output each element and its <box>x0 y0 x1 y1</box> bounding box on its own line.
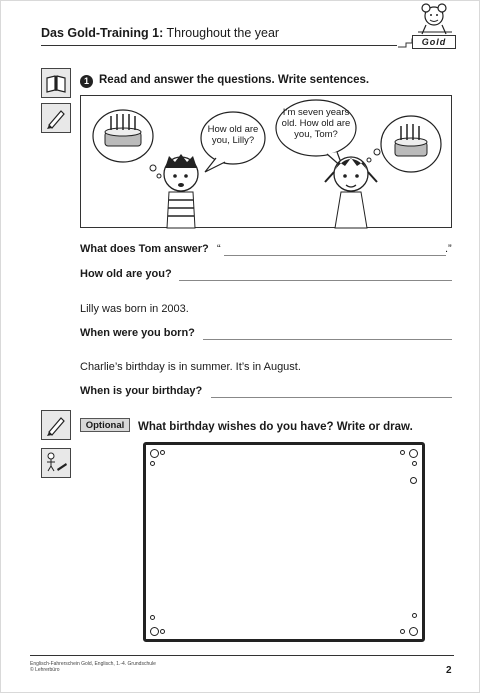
task2-title: What birthday wishes do you have? Write or draw. <box>138 421 413 433</box>
frame-dot <box>150 449 159 458</box>
page-number: 2 <box>446 665 452 676</box>
gold-badge: Gold <box>412 35 456 49</box>
page-title <box>41 26 279 40</box>
answer-line-1[interactable] <box>224 255 446 256</box>
question-3: When were you born? <box>80 327 195 339</box>
footer-rule <box>30 655 454 656</box>
header-rule <box>41 45 397 46</box>
question-1: What does Tom answer? <box>80 243 209 255</box>
mascot-icon <box>412 2 456 36</box>
frame-dot <box>412 613 417 618</box>
book-icon <box>41 68 71 98</box>
frame-dot <box>410 477 417 484</box>
optional-badge: Optional <box>80 418 130 432</box>
bubble-right-text: I’m seven years old. How old are you, Tom? <box>281 107 351 140</box>
frame-dot <box>409 449 418 458</box>
footer-line-2: © Lehrerbüro <box>30 667 60 673</box>
open-quote: “ <box>217 243 221 255</box>
frame-dot <box>409 627 418 636</box>
task-number: 1 <box>80 75 93 88</box>
frame-dot <box>150 461 155 466</box>
title-bold: Das Gold-Training 1: <box>41 26 164 40</box>
drawing-icon <box>41 448 71 478</box>
answer-line-3[interactable] <box>203 339 452 340</box>
question-2: How old are you? <box>80 268 172 280</box>
footer-line-1: Englisch-Fahrerschein Gold, Englisch, 1.-4. Grundschule <box>30 661 156 667</box>
frame-dot <box>150 615 155 620</box>
answer-line-2[interactable] <box>179 280 452 281</box>
drawing-area[interactable] <box>143 442 425 642</box>
statement-3: Lilly was born in 2003. <box>80 303 189 315</box>
pen-icon <box>41 103 71 133</box>
illustration-box <box>80 95 452 228</box>
frame-dot <box>412 461 417 466</box>
question-4: When is your birthday? <box>80 385 203 397</box>
answer-line-4[interactable] <box>211 397 452 398</box>
footer-text <box>30 661 156 673</box>
bubble-left-text: How old are you, Lilly? <box>207 124 259 146</box>
frame-dot <box>400 450 405 455</box>
statement-4: Charlie’s birthday is in summer. It’s in August. <box>80 361 301 373</box>
frame-dot <box>400 629 405 634</box>
close-quote: .” <box>445 243 452 255</box>
frame-dot <box>160 629 165 634</box>
frame-dot <box>150 627 159 636</box>
title-rest: Throughout the year <box>163 26 280 40</box>
pen-icon-2 <box>41 410 71 440</box>
task1-title: Read and answer the questions. Write sentences. <box>99 74 370 86</box>
birthday-illustration <box>81 96 453 229</box>
frame-dot <box>160 450 165 455</box>
